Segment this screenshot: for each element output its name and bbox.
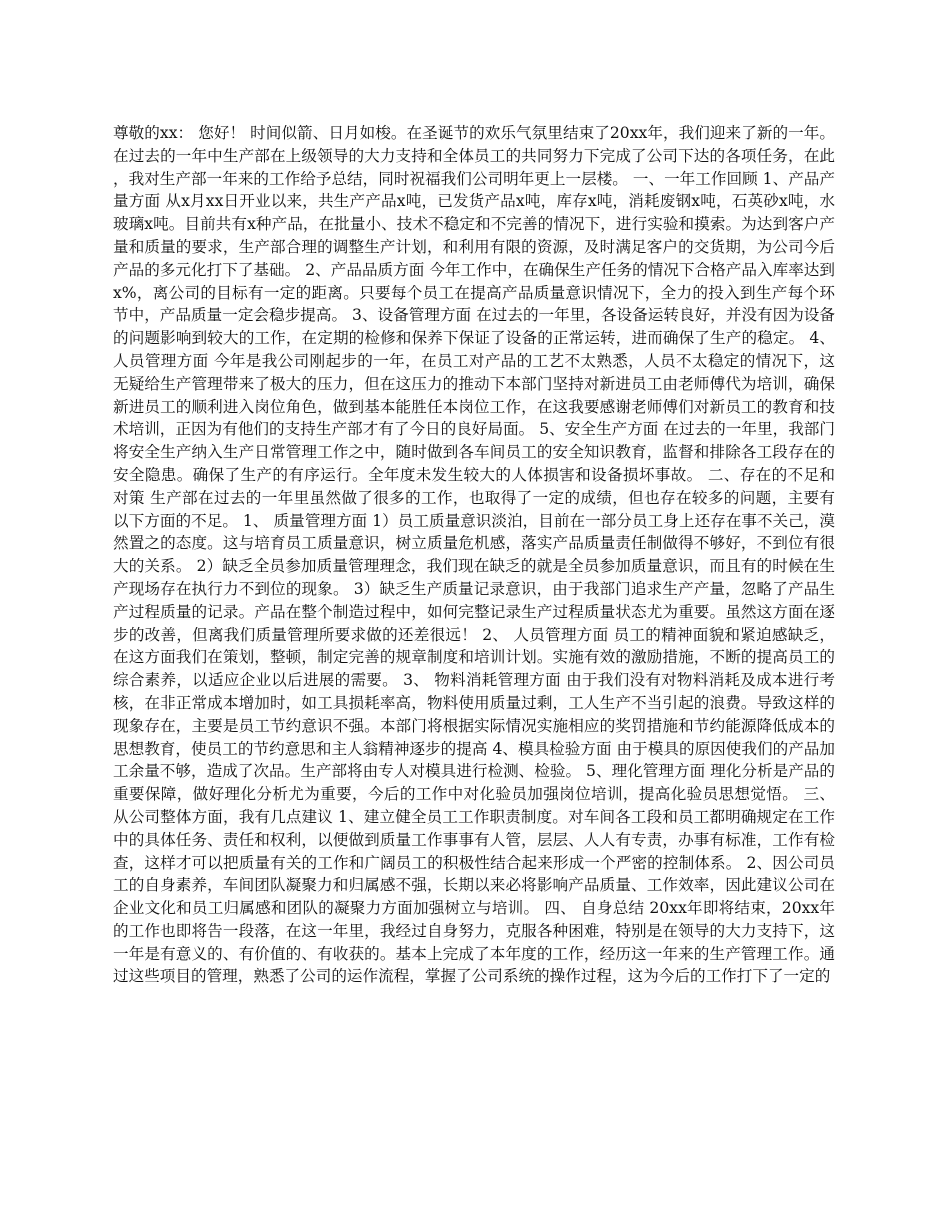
document-body-text: 尊敬的xx： 您好！ 时间似箭、日月如梭。在圣诞节的欢乐气氛里结束了20xx年，我们迎来了新的一年。在过去的一年中生产部在上级领导的大力支持和全体员工的共同努力下完成了公司下达的各项任务，在此，我对生产部一年来的工作给予总结，同时祝福我们公司明年更上一层楼。 一、一年工作回顾 1、产品产量方面 从x月xx日开业以来，共生产产品x吨，已发货产品x吨，库存x吨，消耗废钢x吨，石英砂x吨，水玻璃x吨。目前共有x种产品，在批量小、技术不稳定和不完善的情况下，进行实验和摸索。为达到客户产量和质量的要求，生产部合理的调整生产计划，和利用有限的资源，及时满足客户的交货期，为公司今后产品的多元化打下了基础。 2、产品品质方面 今年工作中，在确保生产任务的情况下合格产品入库率达到x%，离公司的目标有一定的距离。只要每个员工在提高产品质量意识情况下，全力的投入到生产每个环节中，产品质量一定会稳步提高。 3、设备管理方面 在过去的一年里，各设备运转良好，并没有因为设备的问题影响到较大的工作，在定期的检修和保养下保证了设备的正常运转，进而确保了生产的稳定。 4、人员管理方面 今年是我公司刚起步的一年，在员工对产品的工艺不太熟悉，人员不太稳定的情况下，这无疑给生产管理带来了极大的压力，但在这压力的推动下本部门坚持对新进员工由老师傅代为培训，确保新进员工的顺利进入岗位角色，做到基本能胜任本岗位工作，在这我要感谢老师傅们对新员工的教育和技术培训，正因为有他们的支持生产部才有了今日的良好局面。 5、安全生产方面 在过去的一年里，我部门将安全生产纳入生产日常管理工作之中，随时做到各车间员工的安全知识教育，监督和排除各工段存在的安全隐患。确保了生产的有序运行。全年度未发生较大的人体损害和设备损坏事故。 二、存在的不足和对策 生产部在过去的一年里虽然做了很多的工作，也取得了一定的成绩，但也存在较多的问题，主要有以下方面的不足。 1、 质量管理方面 1）员工质量意识淡泊，目前在一部分员工身上还存在事不关己，漠然置之的态度。这与培育员工质量意识，树立质量危机感，落实产品质量责任制做得不够好，不到位有很大的关系。 2）缺乏全员参加质量管理理念，我们现在缺乏的就是全员参加质量意识，而且有的时候在生产现场存在执行力不到位的现象。 3）缺乏生产质量记录意识，由于我部门追求生产产量，忽略了产品生产过程质量的记录。产品在整个制造过程中，如何完整记录生产过程质量状态尤为重要。虽然这方面在逐步的改善，但离我们质量管理所要求做的还差很远！ 2、 人员管理方面 员工的精神面貌和紧迫感缺乏，在这方面我们在策划，整顿，制定完善的规章制度和培训计划。实施有效的激励措施，不断的提高员工的综合素养，以适应企业以后进展的需要。 3、 物料消耗管理方面 由于我们没有对物料消耗及成本进行考核，在非正常成本增加时，如工具损耗率高，物料使用质量过剩，工人生产不当引起的浪费。导致这样的现象存在，主要是员工节约意识不强。本部门将根据实际情况实施相应的奖罚措施和节约能源降低成本的思想教育，使员工的节约意思和主人翁精神逐步的提高 4、模具检验方面 由于模具的原因使我们的产品加工余量不够，造成了次品。生产部将由专人对模具进行检测、检验。 5、理化管理方面 理化分析是产品的重要保障，做好理化分析尤为重要，今后的工作中对化验员加强岗位培训，提高化验员思想觉悟。 三、 从公司整体方面，我有几点建议 1、建立健全员工工作职责制度。对车间各工段和员工都明确规定在工作中的具体任务、责任和权利，以便做到质量工作事事有人管，层层、人人有专责，办事有标准，工作有检查，这样才可以把质量有关的工作和广阔员工的积极性结合起来形成一个严密的控制体系。 2、因公司员工的自身素养，车间团队凝聚力和归属感不强，长期以来必将影响产品质量、工作效率，因此建议公司在企业文化和员工归属感和团队的凝聚力方面加强树立与培训。 四、 自身总结 20xx年即将结束，20xx年的工作也即将告一段落，在这一年里，我经过自身努力，克服各种困难，特别是在领导的大力支持下，这一年是有意义的、有价值的、有收获的。基本上完成了本年度的工作，经历这一年来的生产管理工作。通过这些项目的管理，熟悉了公司的运作流程，掌握了公司系统的操作过程，这为今后的工作打下了一定的 [113,124,835,986]
document-page [113,122,835,988]
